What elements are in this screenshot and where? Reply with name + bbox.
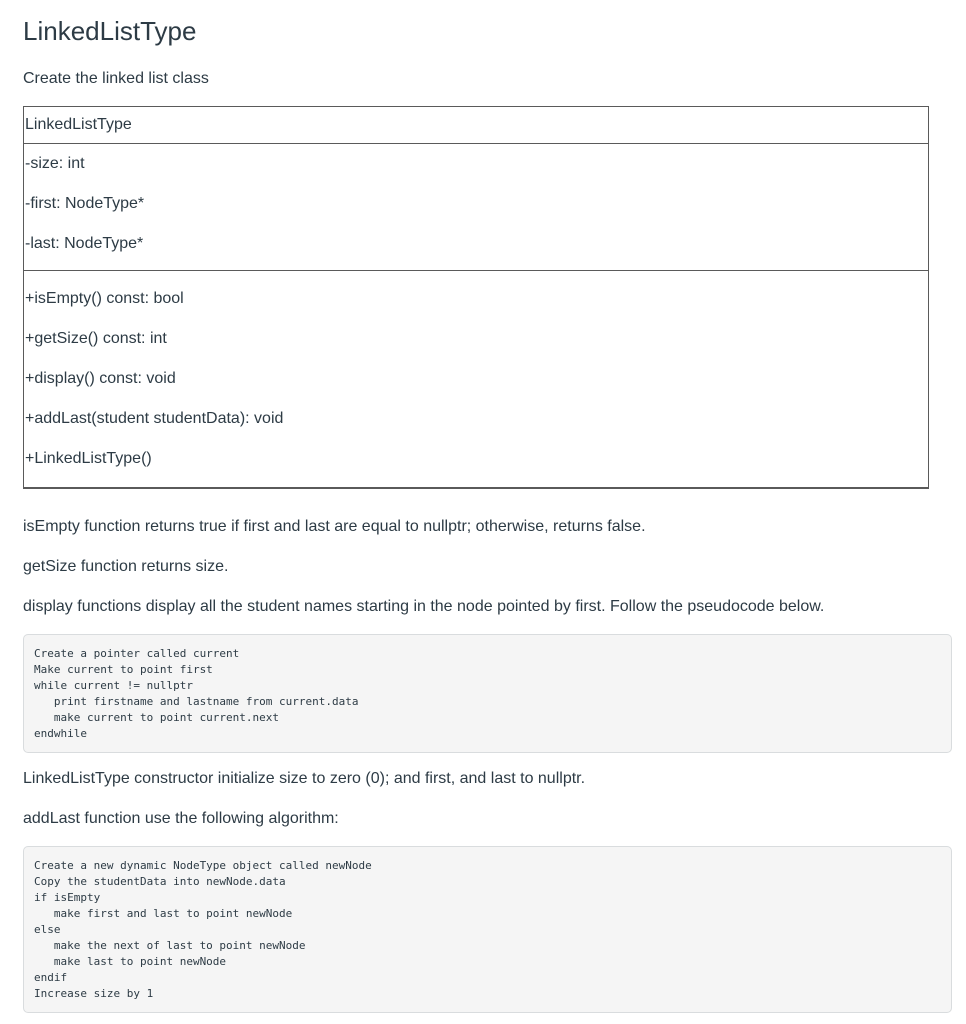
constructor-description: LinkedListType constructor initialize size to zero (0); and first, and last to nullptr. — [23, 770, 586, 787]
uml-method: +LinkedListType() — [25, 450, 152, 467]
display-description: display functions display all the student names starting in the node pointed by first. Follow the pseudocode below. — [23, 598, 825, 615]
uml-method: +addLast(student studentData): void — [25, 410, 284, 427]
display-pseudocode-block: Create a pointer called current Make current to point first while current != nullptr print firstname and lastname from current.data make current to point current.next endwhile — [23, 634, 952, 753]
uml-method: +isEmpty() const: bool — [25, 290, 184, 307]
isempty-description: isEmpty function returns true if first and last are equal to nullptr; otherwise, returns false. — [23, 518, 646, 535]
uml-class-name-section — [24, 107, 928, 143]
intro-text: Create the linked list class — [23, 70, 209, 87]
uml-class-diagram — [23, 106, 929, 489]
uml-method: +display() const: void — [25, 370, 176, 387]
addlast-pseudocode-block: Create a new dynamic NodeType object called newNode Copy the studentData into newNode.data if isEmpty make first and last to point newNode else make the next of last to point newNode make last to point newNode endif Increase size by 1 — [23, 846, 952, 1013]
page-title: LinkedListType — [23, 16, 197, 46]
uml-attribute: -last: NodeType* — [25, 235, 144, 252]
uml-method: +getSize() const: int — [25, 330, 167, 347]
uml-attribute: -size: int — [25, 155, 85, 172]
uml-class-name: LinkedListType — [25, 116, 132, 133]
uml-attribute: -first: NodeType* — [25, 195, 145, 212]
getsize-description: getSize function returns size. — [23, 558, 229, 575]
addlast-description: addLast function use the following algorithm: — [23, 810, 339, 827]
uml-methods-section — [24, 270, 928, 487]
uml-attributes-section — [24, 143, 928, 270]
